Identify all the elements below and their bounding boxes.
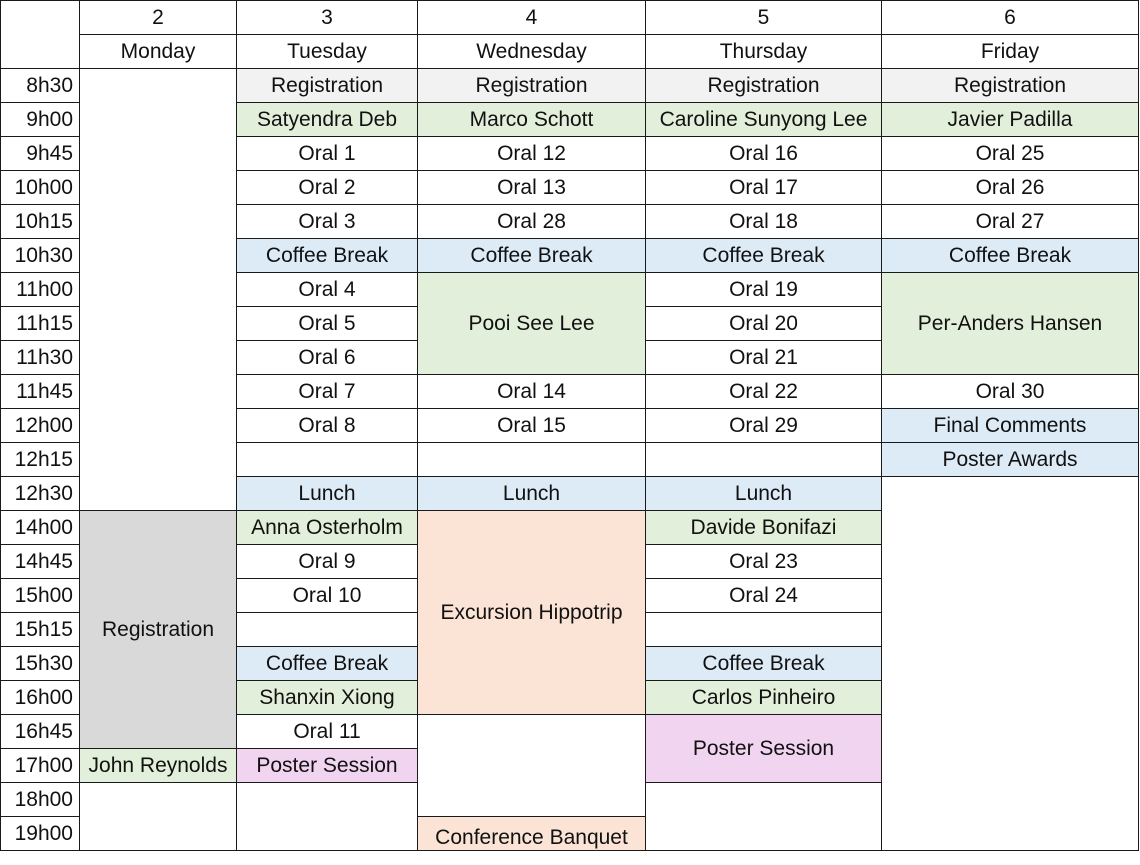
session-cell: Poster Session <box>646 715 882 783</box>
time-label: 15h15 <box>1 613 80 647</box>
session-cell: Final Comments <box>882 409 1139 443</box>
session-cell: Oral 5 <box>237 307 418 341</box>
empty-cell <box>80 783 237 851</box>
empty-cell <box>646 783 882 851</box>
session-cell: Oral 10 <box>237 579 418 613</box>
empty-cell <box>418 443 646 477</box>
time-label: 16h00 <box>1 681 80 715</box>
time-label: 19h00 <box>1 817 80 851</box>
day-name: Friday <box>882 35 1139 69</box>
session-cell: Oral 17 <box>646 171 882 205</box>
time-label: 10h00 <box>1 171 80 205</box>
session-cell: Coffee Break <box>237 239 418 273</box>
day-name-row <box>1 35 1139 69</box>
session-cell: Oral 18 <box>646 205 882 239</box>
session-cell: Satyendra Deb <box>237 103 418 137</box>
day-number-row <box>1 1 1139 35</box>
day-number: 6 <box>882 1 1139 35</box>
day-name: Wednesday <box>418 35 646 69</box>
session-cell: Registration <box>646 69 882 103</box>
time-label: 12h30 <box>1 477 80 511</box>
time-label: 16h45 <box>1 715 80 749</box>
day-number: 5 <box>646 1 882 35</box>
day-number: 4 <box>418 1 646 35</box>
time-label: 11h45 <box>1 375 80 409</box>
session-cell: Pooi See Lee <box>418 273 646 375</box>
corner-cell <box>1 1 80 69</box>
session-cell: Registration <box>80 511 237 749</box>
session-cell: Per-Anders Hansen <box>882 273 1139 375</box>
session-cell: Coffee Break <box>418 239 646 273</box>
time-label: 11h00 <box>1 273 80 307</box>
session-cell: Oral 24 <box>646 579 882 613</box>
session-cell: Oral 13 <box>418 171 646 205</box>
session-cell: Oral 1 <box>237 137 418 171</box>
time-label: 11h15 <box>1 307 80 341</box>
session-cell: Registration <box>418 69 646 103</box>
empty-cell <box>237 443 418 477</box>
time-slot-row <box>1 69 1139 103</box>
session-cell: Oral 29 <box>646 409 882 443</box>
empty-cell <box>418 715 646 817</box>
time-label: 14h45 <box>1 545 80 579</box>
session-cell: Oral 27 <box>882 205 1139 239</box>
session-cell: Coffee Break <box>237 647 418 681</box>
session-cell: Oral 9 <box>237 545 418 579</box>
session-cell: Lunch <box>237 477 418 511</box>
session-cell: Registration <box>237 69 418 103</box>
session-cell: Coffee Break <box>882 239 1139 273</box>
time-label: 12h00 <box>1 409 80 443</box>
session-cell: Anna Osterholm <box>237 511 418 545</box>
session-cell: Oral 4 <box>237 273 418 307</box>
session-cell: Marco Schott <box>418 103 646 137</box>
time-label: 11h30 <box>1 341 80 375</box>
time-label: 9h00 <box>1 103 80 137</box>
session-cell: Davide Bonifazi <box>646 511 882 545</box>
empty-cell <box>646 613 882 647</box>
day-name: Tuesday <box>237 35 418 69</box>
time-label: 10h30 <box>1 239 80 273</box>
session-cell: Oral 21 <box>646 341 882 375</box>
session-cell: Poster Session <box>237 749 418 783</box>
session-cell: Oral 30 <box>882 375 1139 409</box>
time-label: 17h00 <box>1 749 80 783</box>
session-cell: Javier Padilla <box>882 103 1139 137</box>
time-label: 10h15 <box>1 205 80 239</box>
empty-cell <box>646 443 882 477</box>
time-label: 12h15 <box>1 443 80 477</box>
session-cell: Oral 8 <box>237 409 418 443</box>
session-cell: Carlos Pinheiro <box>646 681 882 715</box>
day-name: Monday <box>80 35 237 69</box>
empty-cell <box>80 69 237 511</box>
session-cell: Conference Banquet <box>418 817 646 851</box>
session-cell: Poster Awards <box>882 443 1139 477</box>
time-label: 9h45 <box>1 137 80 171</box>
time-label: 15h30 <box>1 647 80 681</box>
session-cell: Oral 7 <box>237 375 418 409</box>
empty-cell <box>237 613 418 647</box>
session-cell: Oral 23 <box>646 545 882 579</box>
session-cell: Oral 6 <box>237 341 418 375</box>
session-cell: Oral 3 <box>237 205 418 239</box>
session-cell: Oral 25 <box>882 137 1139 171</box>
session-cell: Oral 15 <box>418 409 646 443</box>
time-label: 14h00 <box>1 511 80 545</box>
session-cell: Oral 20 <box>646 307 882 341</box>
day-number: 3 <box>237 1 418 35</box>
session-cell: Oral 28 <box>418 205 646 239</box>
session-cell: Lunch <box>418 477 646 511</box>
session-cell: Oral 11 <box>237 715 418 749</box>
time-label: 8h30 <box>1 69 80 103</box>
session-cell: John Reynolds <box>80 749 237 783</box>
session-cell: Lunch <box>646 477 882 511</box>
time-label: 15h00 <box>1 579 80 613</box>
session-cell: Shanxin Xiong <box>237 681 418 715</box>
session-cell: Coffee Break <box>646 647 882 681</box>
session-cell: Oral 26 <box>882 171 1139 205</box>
session-cell: Oral 19 <box>646 273 882 307</box>
time-label: 18h00 <box>1 783 80 817</box>
day-name: Thursday <box>646 35 882 69</box>
empty-cell <box>237 783 418 851</box>
session-cell: Oral 22 <box>646 375 882 409</box>
empty-cell <box>882 477 1139 851</box>
day-number: 2 <box>80 1 237 35</box>
session-cell: Excursion Hippotrip <box>418 511 646 715</box>
session-cell: Oral 2 <box>237 171 418 205</box>
session-cell: Caroline Sunyong Lee <box>646 103 882 137</box>
session-cell: Coffee Break <box>646 239 882 273</box>
schedule-body <box>1 1 1139 851</box>
session-cell: Registration <box>882 69 1139 103</box>
session-cell: Oral 14 <box>418 375 646 409</box>
session-cell: Oral 12 <box>418 137 646 171</box>
session-cell: Oral 16 <box>646 137 882 171</box>
